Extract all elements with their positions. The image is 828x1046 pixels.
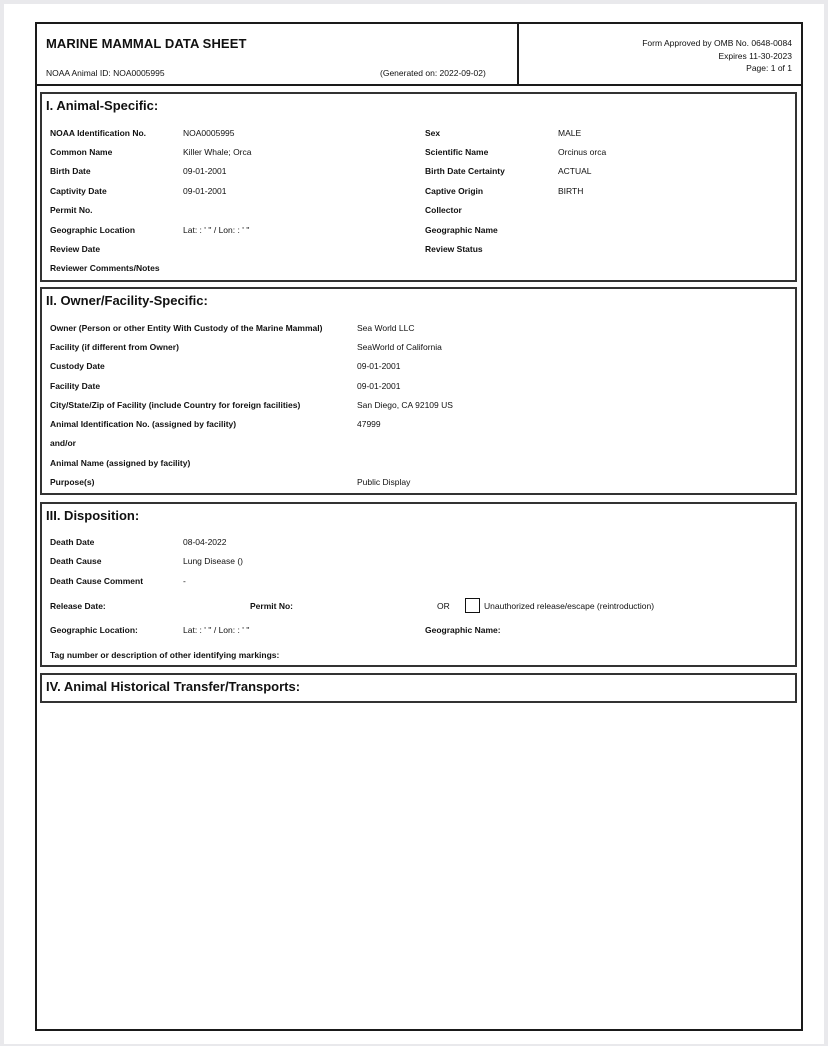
facility-animal-id-value: 47999	[357, 419, 381, 429]
common-name-value: Killer Whale; Orca	[183, 147, 252, 157]
header-left-panel	[37, 24, 519, 86]
facility-date-label: Facility Date	[50, 381, 101, 391]
owner-value: Sea World LLC	[357, 323, 415, 333]
facility-animal-id-label: Animal Identification No. (assigned by facility)	[50, 419, 237, 429]
generated-date: (Generated on: 2022-09-02)	[380, 68, 486, 78]
section-title: II. Owner/Facility-Specific:	[46, 293, 208, 308]
section-title: III. Disposition:	[46, 508, 140, 523]
or-label: OR	[437, 601, 450, 611]
geo-location-value: Lat: : ' '' / Lon: : ' ''	[183, 225, 250, 235]
custody-date-value: 09-01-2001	[357, 361, 401, 371]
release-geo-location-label: Geographic Location:	[50, 625, 138, 635]
review-date-label: Review Date	[50, 244, 101, 254]
release-date-label: Release Date:	[50, 601, 106, 611]
permit-label: Permit No.	[50, 205, 93, 215]
collector-label: Collector	[425, 205, 462, 215]
city-state-zip-value: San Diego, CA 92109 US	[357, 400, 453, 410]
purpose-value: Public Display	[357, 477, 411, 487]
common-name-label: Common Name	[50, 147, 113, 157]
release-geo-name-label: Geographic Name:	[425, 625, 501, 635]
section-transfers	[40, 673, 797, 703]
custody-date-label: Custody Date	[50, 361, 105, 371]
death-cause-comment-value: -	[183, 576, 186, 586]
city-state-zip-label: City/State/Zip of Facility (include Country for foreign facilities)	[50, 400, 301, 410]
geo-location-label: Geographic Location	[50, 225, 136, 235]
facility-label: Facility (if different from Owner)	[50, 342, 179, 352]
animal-name-label: Animal Name (assigned by facility)	[50, 458, 191, 468]
omb-approval: Form Approved by OMB No. 0648-0084	[642, 38, 792, 48]
facility-date-value: 09-01-2001	[357, 381, 401, 391]
sex-label: Sex	[425, 128, 441, 138]
sex-value: MALE	[558, 128, 582, 138]
death-cause-label: Death Cause	[50, 556, 102, 566]
owner-label: Owner (Person or other Entity With Custody of the Marine Mammal)	[50, 323, 323, 333]
death-cause-comment-label: Death Cause Comment	[50, 576, 144, 586]
expiration-date: Expires 11-30-2023	[718, 51, 792, 61]
birth-date-value: 09-01-2001	[183, 166, 227, 176]
review-status-label: Review Status	[425, 244, 483, 254]
purpose-label: Purpose(s)	[50, 477, 95, 487]
header-right-panel	[519, 24, 801, 86]
tag-markings-label: Tag number or description of other identifying markings:	[50, 650, 280, 660]
section-animal-specific	[40, 92, 797, 282]
captivity-date-value: 09-01-2001	[183, 186, 227, 196]
section-owner-facility	[40, 287, 797, 495]
document-page	[4, 4, 824, 1044]
noaa-id-value: NOA0005995	[183, 128, 235, 138]
geo-name-label: Geographic Name	[425, 225, 498, 235]
death-date-value: 08-04-2022	[183, 537, 227, 547]
page-number: Page: 1 of 1	[746, 63, 792, 73]
death-date-label: Death Date	[50, 537, 95, 547]
captive-origin-value: BIRTH	[558, 186, 584, 196]
birth-certainty-label: Birth Date Certainty	[425, 166, 505, 176]
birth-certainty-value: ACTUAL	[558, 166, 592, 176]
and-or-label: and/or	[50, 438, 76, 448]
noaa-id-label: NOAA Identification No.	[50, 128, 147, 138]
release-permit-label: Permit No:	[250, 601, 293, 611]
release-geo-location-value: Lat: : ' '' / Lon: : ' ''	[183, 625, 250, 635]
death-cause-value: Lung Disease ()	[183, 556, 244, 566]
captivity-date-label: Captivity Date	[50, 186, 107, 196]
captive-origin-label: Captive Origin	[425, 186, 484, 196]
section-disposition	[40, 502, 797, 667]
scientific-name-label: Scientific Name	[425, 147, 489, 157]
unauthorized-release-label: Unauthorized release/escape (reintroduction)	[484, 601, 655, 611]
section-title: I. Animal-Specific:	[46, 98, 159, 113]
section-title: IV. Animal Historical Transfer/Transports:	[46, 679, 301, 694]
reviewer-comments-label: Reviewer Comments/Notes	[50, 263, 160, 273]
scientific-name-value: Orcinus orca	[558, 147, 607, 157]
unauthorized-release-checkbox[interactable]	[465, 598, 480, 613]
facility-value: SeaWorld of California	[357, 342, 442, 352]
form-frame	[35, 22, 803, 1031]
birth-date-label: Birth Date	[50, 166, 91, 176]
header-animal-id: NOAA Animal ID: NOA0005995	[46, 68, 165, 78]
sheet-title: MARINE MAMMAL DATA SHEET	[46, 36, 247, 51]
